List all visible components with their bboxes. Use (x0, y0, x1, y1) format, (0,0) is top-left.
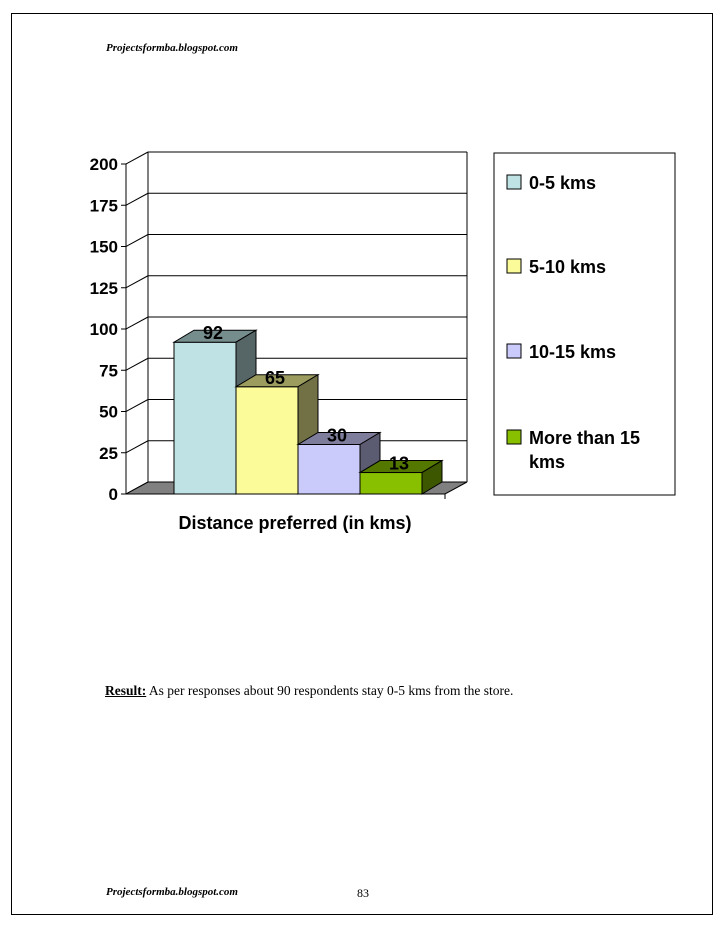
page-header: Projectsformba.blogspot.com (106, 42, 238, 54)
y-axis (90, 155, 126, 504)
side-wall-line (126, 441, 148, 453)
x-axis-label: Distance preferred (in kms) (178, 513, 412, 533)
side-wall-line (126, 317, 148, 329)
legend-label: More than 15 kms (529, 428, 641, 472)
legend-label: 10-15 kms (529, 342, 617, 362)
page-footer: Projectsformba.blogspot.com (106, 886, 238, 898)
y-tick-label: 75 (99, 361, 118, 381)
data-label: 13 (388, 453, 410, 474)
result-text: As per responses about 90 respondents stay 0-5 kms from the store. (148, 683, 514, 698)
legend-label: 5-10 kms (529, 257, 607, 277)
legend (494, 153, 675, 495)
legend-swatch (507, 344, 521, 358)
data-label: 92 (202, 323, 224, 344)
page-number: 83 (357, 886, 369, 900)
legend-swatch (507, 175, 521, 189)
legend-swatch (507, 259, 521, 273)
side-wall-line (126, 235, 148, 247)
y-tick-label: 125 (89, 278, 118, 298)
side-wall-line (126, 400, 148, 412)
y-tick-label: 25 (99, 443, 118, 463)
data-label: 65 (264, 367, 286, 388)
bar-front (360, 473, 422, 494)
result-label: Result: (105, 683, 147, 698)
side-wall-line (126, 276, 148, 288)
result-paragraph (105, 683, 513, 699)
bar-front (174, 342, 236, 494)
side-wall-line (126, 193, 148, 205)
y-tick-label: 0 (108, 485, 118, 504)
y-tick-label: 100 (89, 320, 118, 339)
data-label: 30 (326, 425, 348, 446)
side-wall-line (126, 152, 148, 164)
legend-swatch (507, 430, 521, 444)
bar-front (298, 445, 360, 495)
y-tick-label: 50 (99, 402, 118, 422)
y-tick-label: 200 (89, 155, 118, 174)
legend-label: 0-5 kms (529, 173, 597, 193)
side-wall-line (126, 358, 148, 370)
bar-front (236, 387, 298, 494)
y-tick-label: 175 (89, 196, 118, 216)
y-tick-label: 150 (89, 237, 118, 257)
